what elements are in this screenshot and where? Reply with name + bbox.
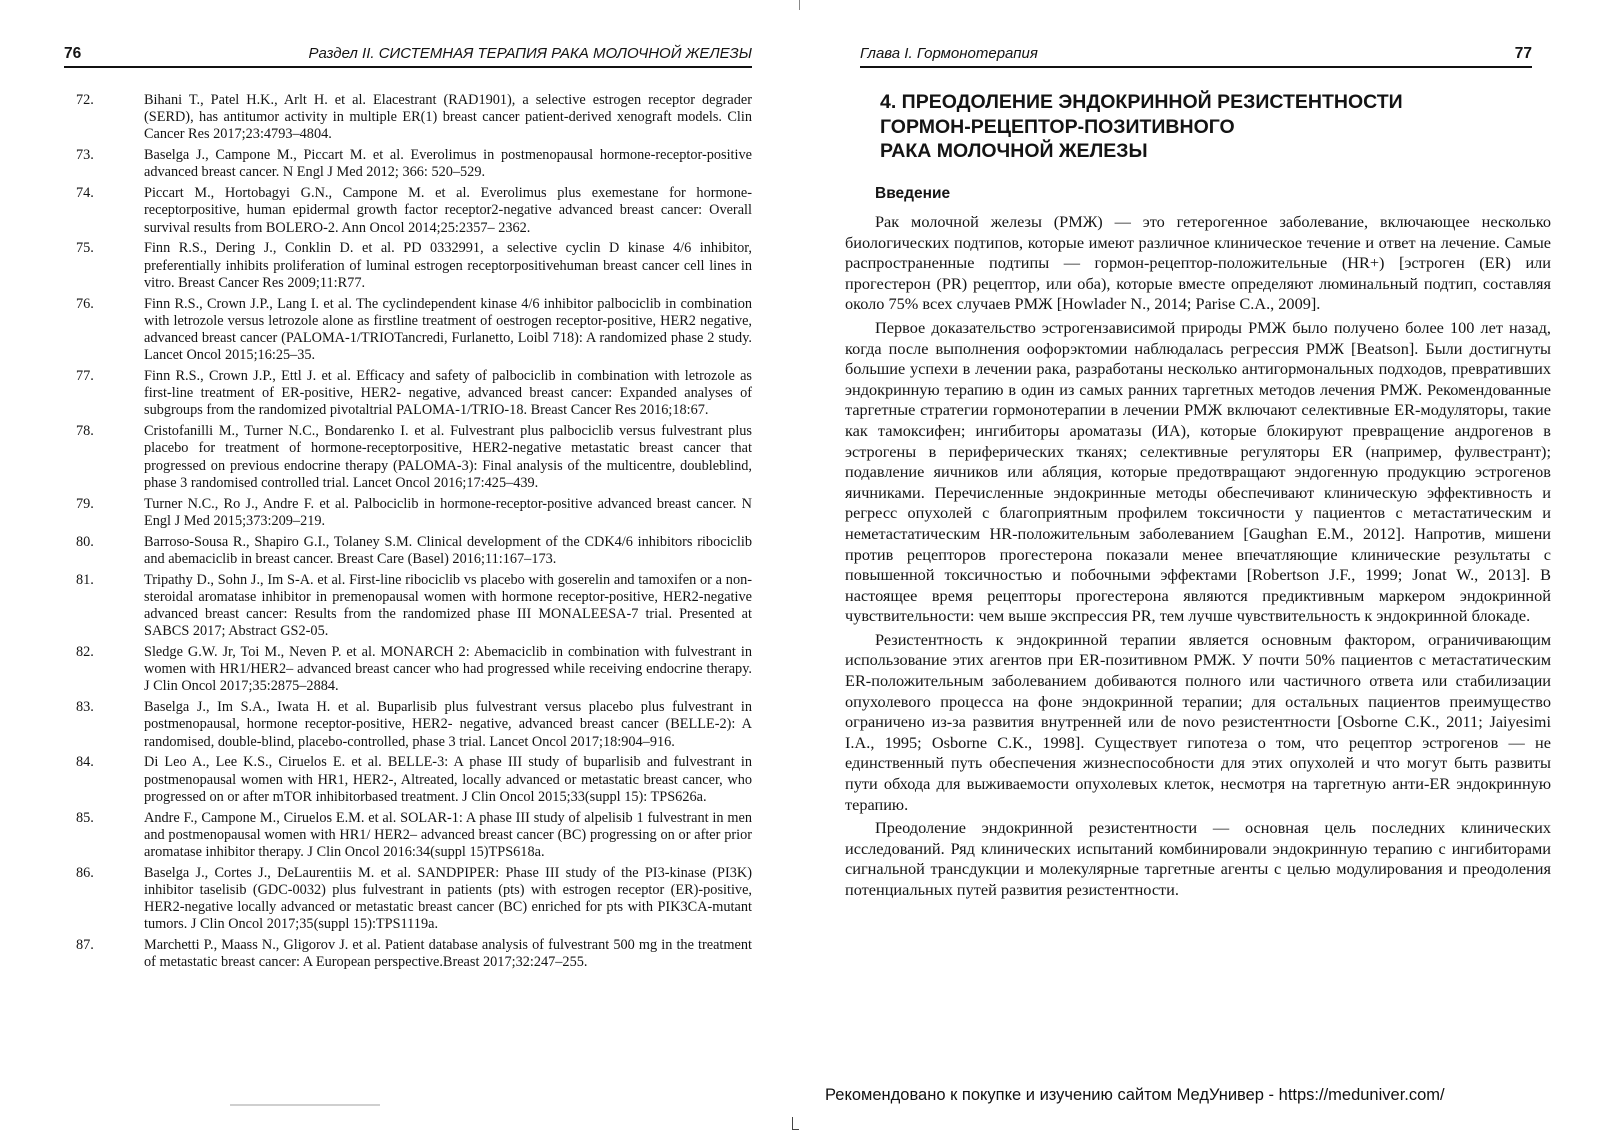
reference-text: Sledge G.W. Jr, Toi M., Neven P. et al. MONARCH 2: Abemaciclib in combination with fulvestrant in women with HR1/HER2– advanced breast cancer who had progressed while receiving endocrine therapy. J Clin Oncol 2017;35:2875–2884. [144,644,752,695]
section-heading: Введение [875,185,951,202]
reference-text: Baselga J., Campone M., Piccart M. et al. Everolimus in postmenopausal hormone-receptor-positive advanced breast cancer. N Engl J Med 2012; 366: 520–529. [144,147,752,181]
body-text [845,212,1551,904]
reference-item [76,296,752,365]
reference-number: 72. [76,92,94,108]
reference-item [76,865,752,934]
reference-text: Barroso-Sousa R., Shapiro G.I., Tolaney S.M. Clinical development of the CDK4/6 inhibitors ribociclib and abemaciclib in breast cancer. Breast Care (Basel) 2016;11:167–173. [144,533,752,567]
reference-item [76,185,752,237]
reference-item [76,147,752,181]
reference-number: 76. [76,295,94,312]
reference-number: 74. [76,185,94,202]
reference-number: 82. [76,644,94,661]
reference-number: 73. [76,147,94,164]
reference-number: 87. [76,937,94,954]
reference-text: Baselga J., Cortes J., DeLaurentiis M. et al. SANDPIPER: Phase III study of the PI3-kinase (PI3K) inhibitor taselisib (GDC-0032) plus fulvestrant in patients (pts) with estrogen receptor (ER)-positive, HER2-negative locally advanced or metastatic breast cancer (BC) enriched for pts with PIK3CA-mutant tumors. J Clin Oncol 2017;35(suppl 15):TPS1119a. [144,864,752,933]
paragraph: Резистентность к эндокринной терапии является основным фактором, ограничивающим использование этих агентов при ER-позитивном РМЖ. У почти 50% пациентов с метастатическим ER-положительным заболеванием добиваются полного или частичного ответа или стабилизации опухолевого процесса на фоне эндокринной терапии; для остальных пациентов преимущество ограничено из-за развития внутренней или de novo резистентности [Osborne C.K., 2011; Jaiyesimi I.A., 1995; Osborne C.K., 1998]. Существует гипотеза о том, что рецептор эстрогенов — не единственный путь обеспечения жизнеспособности для этих опухолей и что могут быть развиты пути обхода для выживаемости опухолевых клеток, несмотря на таргетную анти-ER эндокринную терапию. [845,629,1551,814]
reference-number: 79. [76,495,94,512]
reference-text: Di Leo A., Lee K.S., Ciruelos E. et al. BELLE-3: A phase III study of buparlisib and fulvestrant in postmenopausal women with HR1, HER2-, Altreated, locally advanced or metastatic breast cancer, who progressed on or after mTOR inhibitorbased treatment. J Clin Oncol 2015;33(suppl 15): TPS626a. [144,754,752,805]
running-head-title: Раздел II. СИСТЕМНАЯ ТЕРАПИЯ РАКА МОЛОЧНОЙ ЖЕЛЕЗЫ [308,45,752,62]
reference-number: 80. [76,533,94,550]
running-head-right [860,44,1532,68]
reference-item [76,368,752,420]
reference-item [76,937,752,971]
running-head-title: Глава I. Гормонотерапия [860,45,1038,62]
footer-note: Рекомендовано к покупке и изучению сайтом МедУнивер - https://meduniver.com/ [825,1086,1445,1104]
reference-item [76,534,752,568]
reference-number: 81. [76,571,94,588]
reference-number: 86. [76,864,94,881]
reference-text: Finn R.S., Crown J.P., Ettl J. et al. Efficacy and safety of palbociclib in combination with letrozole as first-line treatment of ER-positive, HER2- negative, advanced breast cancer: Expanded analyses of subgroups from the randomized pivotaltrial PALOMA-1/TRIO-18. Breast Cancer Res 2016;18:67. [144,368,752,419]
page-number: 77 [1514,45,1532,62]
reference-number: 85. [76,809,94,826]
reference-text: Piccart M., Hortobagyi G.N., Campone M. et al. Everolimus plus exemestane for hormone-receptorpositive, human epidermal growth factor receptor2-negative advanced breast cancer: Overall survival results from BOLERO-2. Ann Oncol 2014;25:2357– 2362. [144,185,752,236]
scan-smudge [230,1104,380,1106]
reference-text: Bihani T., Patel H.K., Arlt H. et al. Elacestrant (RAD1901), a selective estrogen receptor degrader (SERD), has antitumor activity in multiple ER(1) breast cancer patient-derived xenograft models. Clin Cancer Res 2017;23:4793–4804. [144,92,752,143]
reference-item [76,754,752,806]
reference-text: Finn R.S., Dering J., Conklin D. et al. PD 0332991, a selective cyclin D kinase 4/6 inhibitor, preferentially inhibits proliferation of luminal estrogen receptorpositivehuman breast cancer cell lines in vitro. Breast Cancer Res 2009;11:R77. [144,240,752,291]
reference-text: Cristofanilli M., Turner N.C., Bondarenko I. et al. Fulvestrant plus palbociclib versus fulvestrant plus placebo for treatment of hormone-receptorpositive, HER2-negative metastatic breast cancer that progressed on previous endocrine therapy (PALOMA-3): Final analysis of the multicentre, doubleblind, phase 3 randomised controlled trial. Lancet Oncol 2016;17:425–439. [144,423,752,491]
paragraph: Преодоление эндокринной резистентности — основная цель последних клинических исследований. Ряд клинических испытаний комбинировали эндокринную терапию с ингибиторами сигнальной трансдукции и молекулярные таргетные агенты с целью модулирования и преодоления потенциальных путей развития резистентности. [845,818,1551,899]
reference-item [76,810,752,862]
reference-number: 75. [76,240,94,257]
reference-text: Andre F., Campone M., Ciruelos E.M. et al. SOLAR-1: A phase III study of alpelisib 1 fulvestrant in men and postmenopausal women with HR1/ HER2– advanced breast cancer (BC) progressing on or after prior aromatase inhibitor therapy. J Clin Oncol 2016:34(suppl 15)TPS618a. [144,809,752,861]
reference-item [76,496,752,530]
chapter-title: 4. ПРЕОДОЛЕНИЕ ЭНДОКРИННОЙ РЕЗИСТЕНТНОСТИ ГОРМОН-РЕЦЕПТОР-ПОЗИТИВНОГО РАКА МОЛОЧНОЙ ЖЕЛЕЗЫ [880,91,1403,162]
reference-item [76,644,752,696]
reference-item [76,572,752,641]
reference-list [76,92,752,975]
reference-text: Marchetti P., Maass N., Gligorov J. et al. Patient database analysis of fulvestrant 500 mg in the treatment of metastatic breast cancer: A European perspective.Breast 2017;32:247–255. [144,937,752,971]
reference-text: Tripathy D., Sohn J., Im S-A. et al. First-line ribociclib vs placebo with goserelin and tamoxifen or a non-steroidal aromatase inhibitor in premenopausal women with hormone receptor-positive, HER2-negative advanced breast cancer: Results from the randomized phase III MONALEESA-7 trial. Presented at SABCS 2017; Abstract GS2-05. [144,571,752,640]
reference-number: 84. [76,754,94,771]
reference-item [76,699,752,751]
page-number: 76 [64,45,82,62]
paragraph: Первое доказательство эстрогензависимой природы РМЖ было получено более 100 лет назад, когда после выполнения оофорэктомии наблюдалась регрессия РМЖ [Beatson]. Были достигнуты большие успехи в лечении рака, разработаны несколько антигормональных подходов, превративших эндокринную терапию в один из самых ранних таргетных методов лечения РМЖ. Рекомендованные таргетные стратегии гормонотерапии в лечении РМЖ включают селективные ER-модуляторы, такие как тамоксифен; ингибиторы ароматазы (ИА), которые блокируют превращение андрогенов в эстрогены в периферических тканях; селективные регуляторы ER (например, фулвестрант); подавление яичников или абляция, которые предотвращают эндогенную продукцию эстрогенов яичниками. Перечисленные эндокринные методы обеспечивают клиническую эффективность и регресс опухолей с благоприятным профилем токсичности у пациентов с метастатическим и неметастатическим HR-положительным заболеванием [Gaughan E.M., 2012]. Напротив, мишени против рецепторов прогестерона показали менее впечатляющие клинические результаты с повышенной токсичностью и побочными эффектами [Robertson J.F., 1999; Jonat W., 2013]. В настоящее время рецепторы прогестерона являются предиктивным маркером эндокринной чувствительности: чем выше экспрессия PR, тем лучше чувствительность к эндокринной блокаде. [845,317,1551,626]
right-page [800,0,1600,1133]
paragraph: Рак молочной железы (РМЖ) — это гетерогенное заболевание, включающее несколько биологических подтипов, которые имеют различное клиническое течение и ответ на лечение. Самые распространенные подтипы — гормон-рецептор-положительные (HR+) [эстроген (ER) или прогестерон (PR) рецептор, или оба), которые вместе определяют люминальный подтип, составляя около 75% всех случаев РМЖ [Howlader N., 2014; Parise C.A., 2009]. [845,212,1551,314]
reference-text: Finn R.S., Crown J.P., Lang I. et al. The cyclindependent kinase 4/6 inhibitor palbociclib in combination with letrozole versus letrozole alone as firstline treatment of oestrogen receptor-positive, HER2 negative, advanced breast cancer (PALOMA-1/TRIOTancredi, Furlanetto, Loibl 718): A randomized phase 2 study. Lancet Oncol 2015;16:25–35. [144,295,752,364]
reference-number: 78. [76,423,94,440]
gutter-mark [792,1117,799,1130]
reference-text: Baselga J., Im S.A., Iwata H. et al. Buparlisib plus fulvestrant versus placebo plus fulvestrant in postmenopausal, hormone receptor-positive, HER2- negative, advanced breast cancer (BELLE-2): A randomised, double-blind, placebo-controlled, phase 3 trial. Lancet Oncol 2017;18:904–916. [144,699,752,750]
reference-number: 83. [76,699,94,716]
reference-text: Turner N.C., Ro J., Andre F. et al. Palbociclib in hormone-receptor-positive advanced breast cancer. N Engl J Med 2015;373:209–219. [144,495,752,529]
reference-item [76,92,752,144]
reference-item [76,240,752,292]
reference-number: 77. [76,368,94,385]
reference-item [76,423,752,492]
running-head-left [64,44,752,68]
